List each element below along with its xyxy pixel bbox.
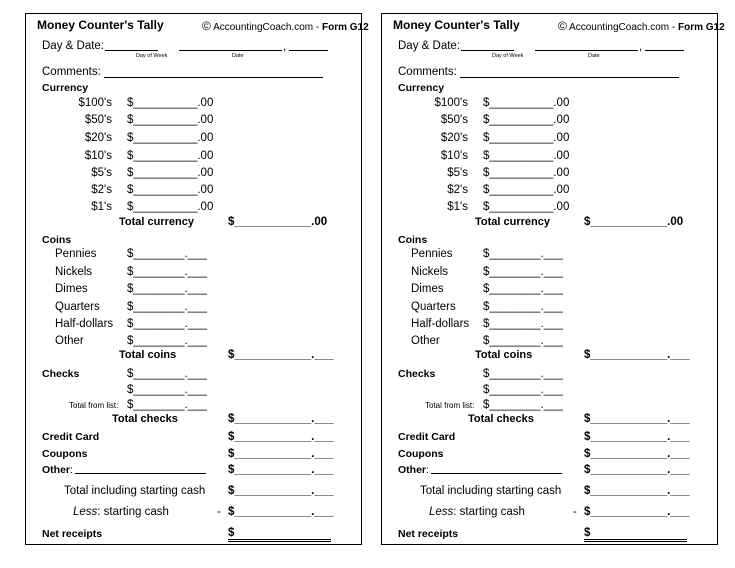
date-caption: Date bbox=[232, 53, 244, 59]
total-coins-label: Total coins bbox=[119, 349, 177, 361]
less-word: Less bbox=[429, 506, 454, 518]
total-checks-blank[interactable]: $____________.___ bbox=[584, 413, 690, 425]
coin-amount-blank[interactable]: $________.___ bbox=[127, 248, 207, 260]
currency-amount-blank[interactable]: $__________.00 bbox=[483, 132, 570, 144]
coupons-label: Coupons bbox=[398, 448, 444, 460]
coin-amount-blank[interactable]: $________.___ bbox=[127, 318, 207, 330]
coin-label: Half-dollars bbox=[55, 318, 114, 330]
credit-card-label: Credit Card bbox=[398, 431, 456, 443]
coin-amount-blank[interactable]: $________.___ bbox=[483, 248, 563, 260]
total-coins-blank[interactable]: $____________.___ bbox=[584, 349, 690, 361]
day-of-week-caption: Day of Week bbox=[492, 53, 524, 59]
coin-amount-blank[interactable]: $________.___ bbox=[127, 301, 207, 313]
comments-line[interactable] bbox=[460, 77, 679, 78]
coin-amount-blank[interactable]: $________.___ bbox=[483, 318, 563, 330]
other-label bbox=[42, 465, 73, 476]
coin-amount-blank[interactable]: $________.___ bbox=[483, 335, 563, 347]
comments-label: Comments: bbox=[42, 66, 101, 78]
date-line[interactable] bbox=[179, 50, 282, 51]
less-word: Less bbox=[73, 506, 98, 518]
total-from-list-blank[interactable]: $________.___ bbox=[483, 399, 563, 411]
currency-amount-blank[interactable]: $__________.00 bbox=[127, 201, 214, 213]
credit-card-blank[interactable]: $____________.___ bbox=[228, 431, 334, 443]
coin-label: Nickels bbox=[55, 266, 93, 278]
site-name: AccountingCoach.com bbox=[569, 22, 670, 33]
date-comma: , bbox=[639, 41, 643, 53]
coin-amount-blank[interactable]: $________.___ bbox=[127, 283, 207, 295]
year-line[interactable] bbox=[289, 50, 328, 51]
coupons-label: Coupons bbox=[42, 448, 88, 460]
net-receipts-line-1[interactable] bbox=[228, 539, 331, 540]
total-including-blank[interactable]: $____________.___ bbox=[584, 485, 690, 497]
total-currency-blank[interactable]: $____________.00 bbox=[584, 216, 684, 228]
currency-label: $2's bbox=[91, 184, 112, 196]
other-label-text: Other bbox=[398, 464, 427, 476]
net-receipts-line-1[interactable] bbox=[584, 539, 687, 540]
currency-heading: Currency bbox=[398, 82, 445, 94]
minus-sign: - bbox=[217, 506, 221, 518]
checks-heading: Checks bbox=[42, 368, 80, 380]
coins-heading: Coins bbox=[398, 234, 428, 246]
day-of-week-line[interactable] bbox=[105, 50, 158, 51]
date-caption: Date bbox=[588, 53, 600, 59]
starting-cash-text: : starting cash bbox=[97, 506, 169, 518]
coin-amount-blank[interactable]: $________.___ bbox=[127, 266, 207, 278]
total-including-label: Total including starting cash bbox=[420, 485, 562, 497]
currency-label: $100's bbox=[78, 97, 112, 109]
comments-line[interactable] bbox=[104, 77, 323, 78]
coin-label: Quarters bbox=[55, 301, 100, 313]
net-receipts-label: Net receipts bbox=[398, 528, 459, 540]
form-source bbox=[202, 20, 369, 33]
currency-label: $50's bbox=[84, 114, 112, 126]
form-id-separator: - bbox=[313, 22, 323, 33]
tally-form-left bbox=[25, 13, 369, 545]
currency-amount-blank[interactable]: $__________.00 bbox=[127, 184, 214, 196]
currency-label: $1's bbox=[91, 201, 112, 213]
other-colon: : bbox=[426, 464, 429, 476]
total-coins-blank[interactable]: $____________.___ bbox=[228, 349, 334, 361]
day-of-week-line[interactable] bbox=[461, 50, 514, 51]
currency-amount-blank[interactable]: $__________.00 bbox=[483, 97, 570, 109]
coin-amount-blank[interactable]: $________.___ bbox=[483, 301, 563, 313]
coins-heading: Coins bbox=[42, 234, 72, 246]
form-id: Form G12 bbox=[322, 22, 369, 33]
total-coins-label: Total coins bbox=[475, 349, 533, 361]
coin-label: Dimes bbox=[411, 283, 444, 295]
less-starting-cash-label bbox=[429, 507, 525, 519]
currency-label: $5's bbox=[91, 167, 112, 179]
other-blank[interactable]: $____________.___ bbox=[584, 464, 690, 476]
other-description-line[interactable] bbox=[431, 473, 562, 474]
total-from-list-label: Total from list: bbox=[425, 401, 475, 410]
currency-amount-blank[interactable]: $__________.00 bbox=[127, 150, 214, 162]
check-line-1[interactable]: $________.___ bbox=[127, 368, 207, 380]
day-date-label: Day & Date: bbox=[398, 40, 460, 52]
total-including-label: Total including starting cash bbox=[64, 485, 206, 497]
total-checks-label: Total checks bbox=[468, 413, 534, 425]
credit-card-blank[interactable]: $____________.___ bbox=[584, 431, 690, 443]
less-starting-cash-label bbox=[73, 507, 169, 519]
copyright-icon: © bbox=[202, 19, 211, 33]
currency-label: $10's bbox=[84, 150, 112, 162]
coupons-blank[interactable]: $____________.___ bbox=[228, 448, 334, 460]
copyright-icon: © bbox=[558, 19, 567, 33]
coin-label: Nickels bbox=[411, 266, 449, 278]
currency-label: $50's bbox=[440, 114, 468, 126]
credit-card-label: Credit Card bbox=[42, 431, 100, 443]
net-receipts-symbol: $ bbox=[584, 527, 591, 539]
form-title: Money Counter's Tally bbox=[37, 18, 164, 32]
form-source bbox=[558, 20, 725, 33]
currency-amount-blank[interactable]: $__________.00 bbox=[483, 184, 570, 196]
total-currency-blank[interactable]: $____________.00 bbox=[228, 216, 328, 228]
currency-label: $1's bbox=[447, 201, 468, 213]
coin-amount-blank[interactable]: $________.___ bbox=[483, 283, 563, 295]
currency-heading: Currency bbox=[42, 82, 89, 94]
other-label bbox=[398, 465, 429, 476]
currency-amount-blank[interactable]: $__________.00 bbox=[483, 114, 570, 126]
currency-label: $20's bbox=[440, 132, 468, 144]
form-id-separator: - bbox=[669, 22, 679, 33]
coin-label: Pennies bbox=[411, 248, 453, 260]
currency-label: $20's bbox=[84, 132, 112, 144]
total-checks-label: Total checks bbox=[112, 413, 178, 425]
net-receipts-symbol: $ bbox=[228, 527, 235, 539]
starting-cash-blank[interactable]: $____________.___ bbox=[584, 506, 690, 518]
other-description-line[interactable] bbox=[75, 473, 206, 474]
date-comma: , bbox=[283, 41, 287, 53]
total-currency-label: Total currency bbox=[119, 216, 194, 228]
currency-label: $5's bbox=[447, 167, 468, 179]
currency-label: $10's bbox=[440, 150, 468, 162]
checks-heading: Checks bbox=[398, 368, 436, 380]
net-receipts-line-2 bbox=[584, 541, 687, 542]
currency-amount-blank[interactable]: $__________.00 bbox=[483, 201, 570, 213]
total-from-list-blank[interactable]: $________.___ bbox=[127, 399, 207, 411]
day-of-week-caption: Day of Week bbox=[136, 53, 168, 59]
coin-label: Other bbox=[55, 335, 84, 347]
net-receipts-label: Net receipts bbox=[42, 528, 103, 540]
check-line-2[interactable]: $________.___ bbox=[127, 384, 207, 396]
total-from-list-label: Total from list: bbox=[69, 401, 119, 410]
other-blank[interactable]: $____________.___ bbox=[228, 464, 334, 476]
minus-sign: - bbox=[573, 506, 577, 518]
comments-label: Comments: bbox=[398, 66, 457, 78]
check-line-1[interactable]: $________.___ bbox=[483, 368, 563, 380]
other-label-text: Other bbox=[42, 464, 71, 476]
currency-label: $2's bbox=[447, 184, 468, 196]
currency-amount-blank[interactable]: $__________.00 bbox=[483, 167, 570, 179]
date-line[interactable] bbox=[535, 50, 638, 51]
form-title: Money Counter's Tally bbox=[393, 18, 520, 32]
other-colon: : bbox=[70, 464, 73, 476]
coin-label: Dimes bbox=[55, 283, 88, 295]
currency-amount-blank[interactable]: $__________.00 bbox=[127, 114, 214, 126]
total-currency-label: Total currency bbox=[475, 216, 550, 228]
currency-amount-blank[interactable]: $__________.00 bbox=[483, 150, 570, 162]
starting-cash-blank[interactable]: $____________.___ bbox=[228, 506, 334, 518]
year-line[interactable] bbox=[645, 50, 684, 51]
currency-amount-blank[interactable]: $__________.00 bbox=[127, 167, 214, 179]
currency-label: $100's bbox=[434, 97, 468, 109]
coin-amount-blank[interactable]: $________.___ bbox=[483, 266, 563, 278]
coin-amount-blank[interactable]: $________.___ bbox=[127, 335, 207, 347]
starting-cash-text: : starting cash bbox=[453, 506, 525, 518]
form-id: Form G12 bbox=[678, 22, 725, 33]
total-including-blank[interactable]: $____________.___ bbox=[228, 485, 334, 497]
currency-amount-blank[interactable]: $__________.00 bbox=[127, 97, 214, 109]
site-name: AccountingCoach.com bbox=[213, 22, 314, 33]
tally-form-right bbox=[381, 13, 725, 545]
check-line-2[interactable]: $________.___ bbox=[483, 384, 563, 396]
coin-label: Half-dollars bbox=[411, 318, 470, 330]
coin-label: Pennies bbox=[55, 248, 97, 260]
coin-label: Quarters bbox=[411, 301, 456, 313]
coin-label: Other bbox=[411, 335, 440, 347]
day-date-label: Day & Date: bbox=[42, 40, 104, 52]
total-checks-blank[interactable]: $____________.___ bbox=[228, 413, 334, 425]
currency-amount-blank[interactable]: $__________.00 bbox=[127, 132, 214, 144]
coupons-blank[interactable]: $____________.___ bbox=[584, 448, 690, 460]
net-receipts-line-2 bbox=[228, 541, 331, 542]
